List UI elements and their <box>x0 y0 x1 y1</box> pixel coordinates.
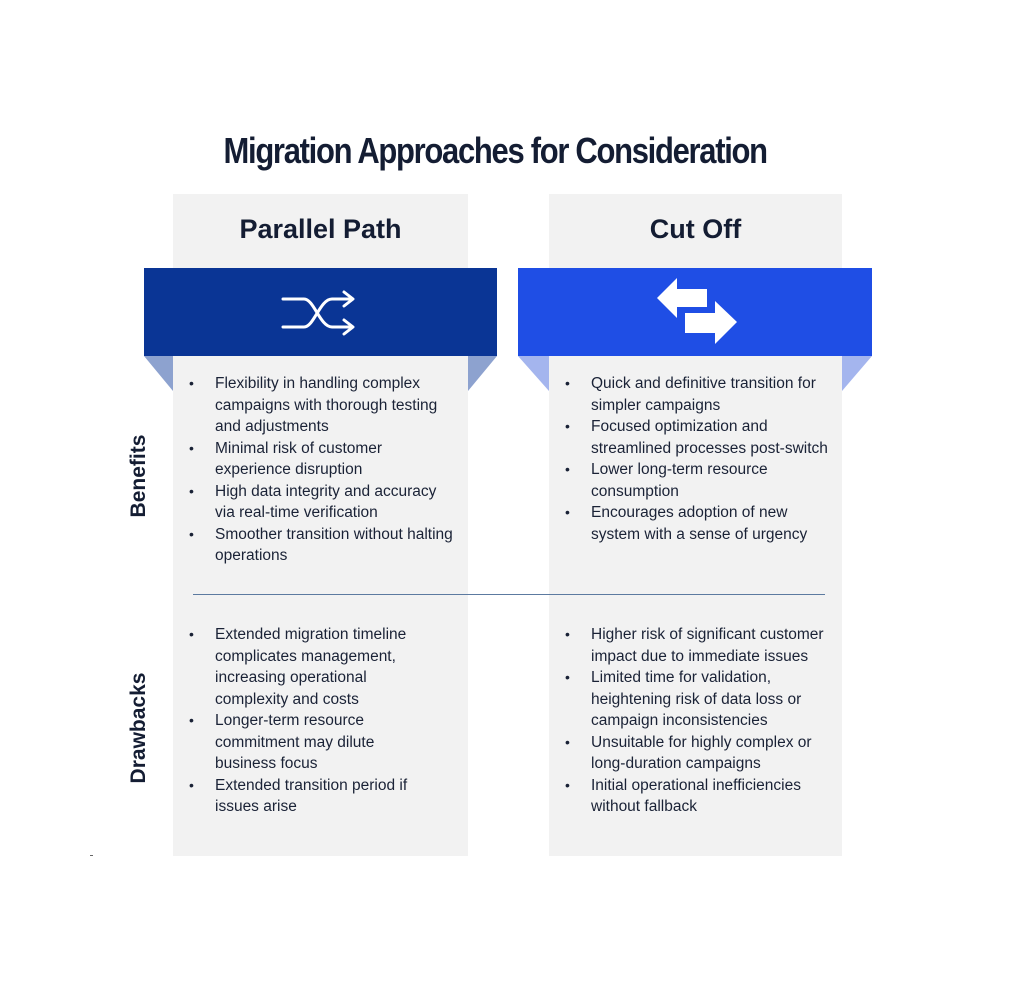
list-item: • Flexibility in handling complex campaigns with thorough testing and adjustments <box>189 373 459 438</box>
list-item: • Higher risk of significant customer impact due to immediate issues <box>565 624 833 667</box>
list-item: • Lower long-term resource consumption <box>565 459 833 502</box>
list-item: • Smoother transition without halting operations <box>189 524 459 567</box>
cut-off-drawbacks-list <box>565 624 833 818</box>
list-item: • Quick and definitive transition for simpler campaigns <box>565 373 833 416</box>
parallel-path-drawbacks-list <box>189 624 439 818</box>
list-item: • High data integrity and accuracy via real-time verification <box>189 481 459 524</box>
list-item: • Limited time for validation, heightening risk of data loss or campaign inconsistencies <box>565 667 833 732</box>
shuffle-icon <box>280 289 360 337</box>
list-item: • Unsuitable for highly complex or long-duration campaigns <box>565 732 833 775</box>
list-item: • Focused optimization and streamlined processes post-switch <box>565 416 833 459</box>
list-item: • Minimal risk of customer experience disruption <box>189 438 459 481</box>
list-item: • Encourages adoption of new system with a sense of urgency <box>565 502 833 545</box>
benefits-row-label: Benefits <box>127 434 150 518</box>
parallel-path-heading: Parallel Path <box>239 214 402 244</box>
list-item: • Initial operational inefficiencies without fallback <box>565 775 833 818</box>
stray-mark <box>90 855 93 856</box>
list-item: • Longer-term resource commitment may dilute business focus <box>189 710 439 775</box>
list-item: • Extended migration timeline complicates management, increasing operational complexity and costs <box>189 624 439 710</box>
list-item: • Extended transition period if issues arise <box>189 775 439 818</box>
swap-arrows-icon <box>655 276 739 346</box>
drawbacks-row-label: Drawbacks <box>127 672 150 784</box>
cut-off-heading: Cut Off <box>649 214 742 244</box>
page-title: Migration Approaches for Consideration <box>223 130 767 171</box>
section-divider <box>193 594 825 595</box>
cut-off-benefits-list <box>565 373 833 545</box>
parallel-path-benefits-list <box>189 373 459 567</box>
